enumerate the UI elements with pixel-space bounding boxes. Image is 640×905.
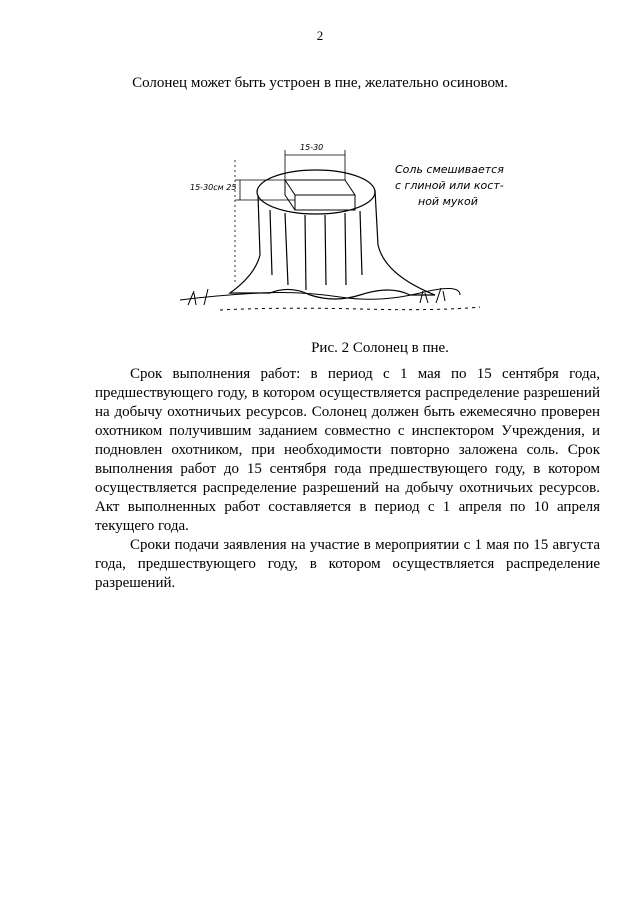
stump-top — [257, 170, 375, 214]
paragraph-1: Срок выполнения работ: в период с 1 мая по 15 сентября года, предшествующего году, в котором осуществляется распределение разрешений на добычу охотничьих ресурсов. Солонец должен быть ежемесячно проверен охотником получившим заданием совместно с инспектором Учреждения, и подновлен охотником, при необходимости повторно заложена соль. Срок выполнения работ до 15 сентября года предшествующего году, в котором осуществляется распределение разрешений на добычу охотничьих ресурсов. Акт выполненных работ составляется в период с 1 апреля по 10 апреля текущего года. — [95, 366, 600, 534]
annotation-line-3: ной мукой — [418, 195, 478, 208]
handwritten-annotation — [395, 163, 504, 208]
dimension-top-label: 15-30 — [300, 143, 324, 152]
salt-cavity — [285, 180, 355, 210]
stump-illustration — [160, 135, 520, 335]
intro-text: Солонец может быть устроен в пне, желательно осиновом. — [132, 75, 508, 91]
paragraph-2: Сроки подачи заявления на участие в мероприятии с 1 мая по 15 августа года, предшествующего году, в котором осуществляется распределение разрешений. — [95, 537, 600, 591]
stump-body — [230, 190, 435, 299]
page-number: 2 — [316, 28, 324, 43]
dimension-left-label: 15-30см 25 — [190, 183, 237, 192]
annotation-line-2: с глиной или кост- — [395, 179, 504, 192]
figure-caption: Рис. 2 Солонец в пне. — [311, 340, 449, 356]
body-text — [95, 365, 600, 593]
annotation-line-1: Соль смешивается — [395, 163, 504, 176]
